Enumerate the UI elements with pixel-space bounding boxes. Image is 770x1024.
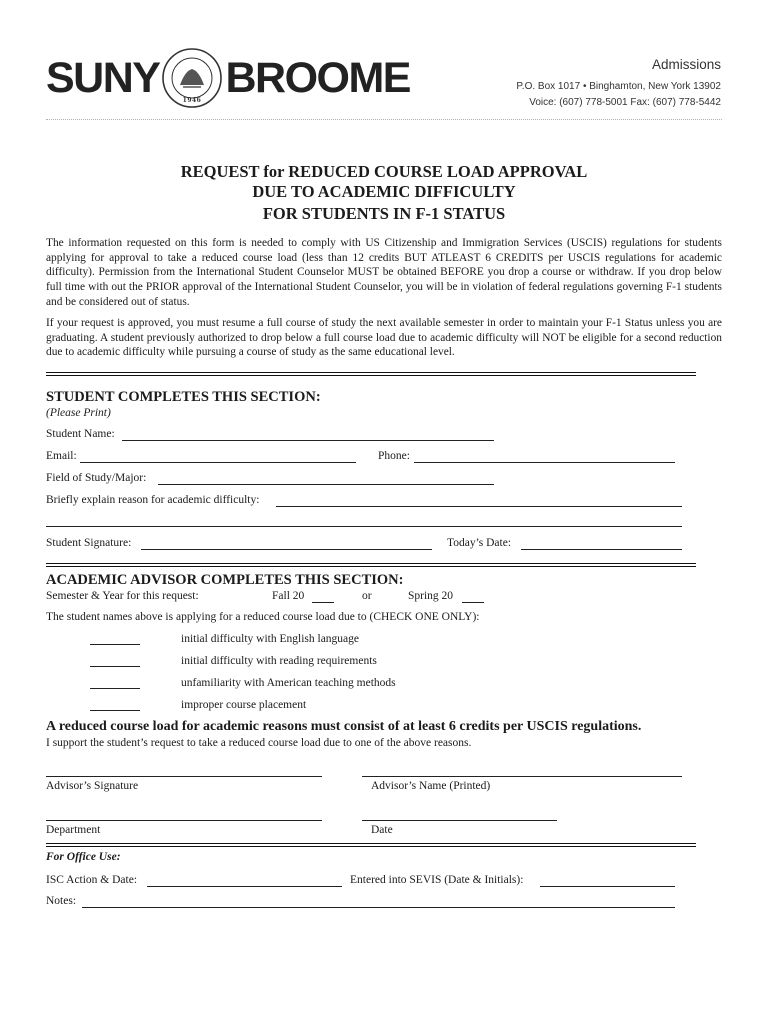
option-label: initial difficulty with English language — [181, 633, 360, 645]
office-use-heading: For Office Use: — [46, 851, 121, 863]
student-name-label: Student Name: — [46, 428, 115, 440]
field-of-study-field[interactable] — [158, 484, 494, 485]
reason-field-continued[interactable] — [46, 526, 682, 527]
contact-numbers: Voice: (607) 778-5001 Fax: (607) 778-5442 — [529, 97, 721, 108]
option-checkline[interactable] — [90, 710, 140, 711]
email-field[interactable] — [80, 462, 356, 463]
student-name-field[interactable] — [122, 440, 494, 441]
reason-label: Briefly explain reason for academic difficulty: — [46, 494, 260, 506]
option-checkline[interactable] — [90, 644, 140, 645]
advisor-date-label: Date — [371, 824, 393, 836]
department-label: Department — [46, 824, 101, 836]
section-divider — [46, 843, 696, 847]
spring-year-field[interactable] — [462, 602, 484, 603]
form-title-line1: REQUEST for REDUCED COURSE LOAD APPROVAL — [180, 162, 588, 181]
form-title-line2: DUE TO ACADEMIC DIFFICULTY — [252, 182, 516, 201]
option-checkline[interactable] — [90, 688, 140, 689]
semester-year-label: Semester & Year for this request: — [46, 590, 199, 602]
phone-label: Phone: — [378, 450, 410, 462]
notes-label: Notes: — [46, 895, 77, 907]
advisor-name-label: Advisor’s Name (Printed) — [371, 780, 491, 792]
support-statement: I support the student’s request to take a reduced course load due to one of the above reasons. — [46, 737, 472, 749]
notes-field[interactable] — [82, 907, 675, 908]
check-one-instruction: The student names above is applying for a reduced course load due to (CHECK ONE ONLY): — [46, 611, 480, 623]
mailing-address: P.O. Box 1017 • Binghamton, New York 13902 — [516, 81, 721, 92]
seal-year: 1946 — [183, 97, 202, 104]
credit-requirement-note: A reduced course load for academic reasons must consist of at least 6 credits per USCIS regulations. — [46, 719, 642, 734]
logo-text-broome: BROOME — [225, 53, 410, 102]
department-field[interactable] — [46, 820, 322, 821]
sevis-entry-label: Entered into SEVIS (Date & Initials): — [350, 874, 524, 886]
fall-year-field[interactable] — [312, 602, 334, 603]
isc-action-label: ISC Action & Date: — [46, 874, 138, 886]
student-signature-field[interactable] — [141, 549, 432, 550]
student-section-heading: STUDENT COMPLETES THIS SECTION: — [46, 389, 321, 405]
form-title-line3: FOR STUDENTS IN F-1 STATUS — [262, 204, 506, 223]
option-label: unfamiliarity with American teaching methods — [181, 677, 396, 689]
sevis-entry-field[interactable] — [540, 886, 675, 887]
advisor-section-heading: ACADEMIC ADVISOR COMPLETES THIS SECTION: — [46, 572, 404, 588]
todays-date-label: Today’s Date: — [447, 537, 512, 549]
please-print-note: (Please Print) — [46, 407, 111, 419]
advisor-signature-label: Advisor’s Signature — [46, 780, 139, 792]
todays-date-field[interactable] — [521, 549, 682, 550]
intro-paragraph-1: The information requested on this form is needed to comply with US Citizenship and Immigration Services (USCIS) regulations for students applying for approval to take a reduced course load (less than 12 credits BUT ATLEAST 6 CREDITS per USCIS regulations for academic difficulty). Permission from the International Student Counselor MUST be obtained BEFORE you drop a course or withdraw. If you drop below full time with out the PRIOR approval of the International Student Counselor, you will be in violation of federal regulations governing F-1 students and be considered out of status. — [46, 237, 722, 308]
college-seal-icon — [161, 47, 223, 109]
option-label: improper course placement — [181, 699, 307, 711]
department-name: Admissions — [651, 57, 721, 72]
advisor-signature-field[interactable] — [46, 776, 322, 777]
spring-label: Spring 20 — [408, 590, 454, 602]
isc-action-field[interactable] — [147, 886, 342, 887]
fall-label: Fall 20 — [272, 590, 305, 602]
student-signature-label: Student Signature: — [46, 537, 132, 549]
logo-text-suny: SUNY — [46, 53, 160, 102]
or-label: or — [362, 590, 372, 602]
suny-broome-logo — [46, 50, 410, 106]
option-label: initial difficulty with reading requirements — [181, 655, 377, 667]
field-of-study-label: Field of Study/Major: — [46, 472, 147, 484]
intro-paragraph-2: If your request is approved, you must resume a full course of study the next available semester in order to maintain your F-1 Status unless you are graduating. A student previously authorized to drop below a full course load due to academic difficulty will NOT be eligible for a second reduction due to academic difficulty while pursuing a course of study as the same educational level. — [46, 317, 722, 359]
option-checkline[interactable] — [90, 666, 140, 667]
header-divider — [46, 119, 722, 120]
phone-field[interactable] — [414, 462, 675, 463]
section-divider — [46, 372, 696, 376]
reason-field[interactable] — [276, 506, 682, 507]
advisor-date-field[interactable] — [362, 820, 557, 821]
advisor-name-field[interactable] — [362, 776, 682, 777]
section-divider — [46, 563, 696, 567]
email-label: Email: — [46, 450, 77, 462]
